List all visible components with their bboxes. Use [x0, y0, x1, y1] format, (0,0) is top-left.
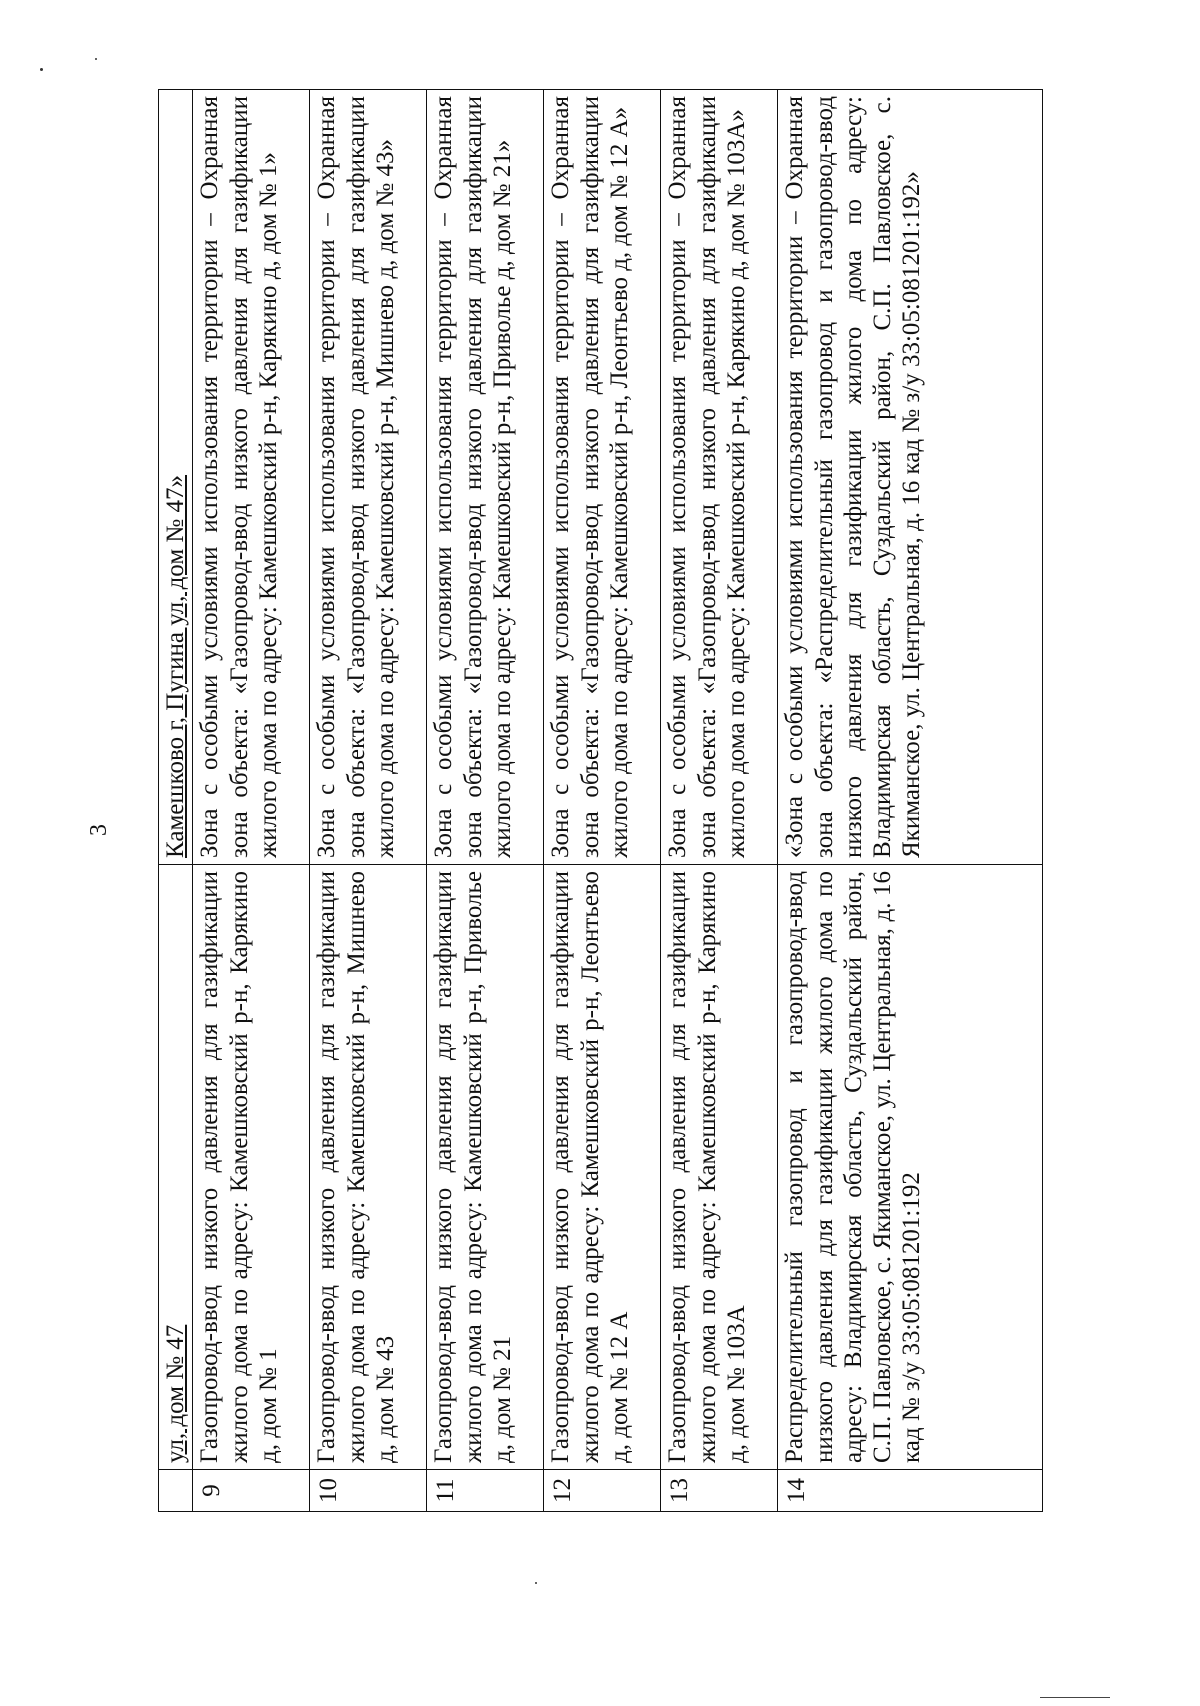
object-cell: Газопровод-ввод низкого давления для газификации жилого дома по адресу: Камешковский р-н, Приволье д, дом № 21: [427, 865, 544, 1470]
row-number: 9: [193, 1470, 310, 1512]
zone-cell: [159, 90, 193, 865]
scan-speck: [95, 58, 97, 60]
table-row: [661, 90, 778, 1512]
table-row: [427, 90, 544, 1512]
zone-cell: Зона с особыми условиями использования территории – Охранная зона объекта: «Газопровод-ввод низкого давления для газификации жилого дома по адресу: Камешковский р-н, Карякино д, дом № 103А»: [661, 90, 778, 865]
page-number: 3: [86, 824, 112, 836]
scan-speck: [535, 1582, 537, 1584]
object-cell: Газопровод-ввод низкого давления для газификации жилого дома по адресу: Камешковский р-н, Мишнево д, дом № 43: [310, 865, 427, 1470]
rotated-table-container: [158, 90, 1043, 1512]
row-number: 13: [661, 1470, 778, 1512]
zones-table: [158, 89, 1043, 1512]
row-number: [159, 1470, 193, 1512]
table-row: [778, 90, 1043, 1512]
table-row: [159, 90, 193, 1512]
zone-cell: Зона с особыми условиями использования территории – Охранная зона объекта: «Газопровод-ввод низкого давления для газификации жилого дома по адресу: Камешковский р-н, Леонтьево д, дом № 12 А»: [544, 90, 661, 865]
object-text: ул, дом № 47: [162, 1324, 189, 1463]
row-number: 14: [778, 1470, 1043, 1512]
table-row: [310, 90, 427, 1512]
object-cell: Газопровод-ввод низкого давления для газификации жилого дома по адресу: Камешковский р-н, Карякино д, дом № 1: [193, 865, 310, 1470]
scan-speck: [40, 68, 43, 71]
row-number: 11: [427, 1470, 544, 1512]
row-number: 12: [544, 1470, 661, 1512]
zone-cell: Зона с особыми условиями использования территории – Охранная зона объекта: «Газопровод-ввод низкого давления для газификации жилого дома по адресу: Камешковский р-н, Приволье д, дом № 21»: [427, 90, 544, 865]
object-cell: [159, 865, 193, 1470]
zone-text: Камешково г, Пугина ул, дом № 47»: [162, 474, 189, 858]
scan-edge-line: [1040, 1697, 1110, 1698]
zone-cell: Зона с особыми условиями использования территории – Охранная зона объекта: «Газопровод-ввод низкого давления для газификации жилого дома по адресу: Камешковский р-н, Мишнево д, дом № 43»: [310, 90, 427, 865]
object-cell: Газопровод-ввод низкого давления для газификации жилого дома по адресу: Камешковский р-н, Карякино д, дом № 103А: [661, 865, 778, 1470]
object-cell: Газопровод-ввод низкого давления для газификации жилого дома по адресу: Камешковский р-н, Леонтьево д, дом № 12 А: [544, 865, 661, 1470]
row-number: 10: [310, 1470, 427, 1512]
table-row: [544, 90, 661, 1512]
table-row: [193, 90, 310, 1512]
zone-cell: Зона с особыми условиями использования территории – Охранная зона объекта: «Газопровод-ввод низкого давления для газификации жилого дома по адресу: Камешковский р-н, Карякино д, дом № 1»: [193, 90, 310, 865]
zone-cell: «Зона с особыми условиями использования территории – Охранная зона объекта: «Распределительный газопровод и газопровод-ввод низкого давления для газификации жилого дома по адресу: Владимирская область, Суздальский район, С.П. Павловское, с. Якиманское, ул. Центральная, д. 16 кад № з/у 33:05:081201:192»: [778, 90, 1043, 865]
object-cell: Распределительный газопровод и газопровод-ввод низкого давления для газификации жилого дома по адресу: Владимирская область, Суздальский район, С.П. Павловское, с. Якиманское, ул. Центральная, д. 16 кад № з/у 33:05:081201:192: [778, 865, 1043, 1470]
